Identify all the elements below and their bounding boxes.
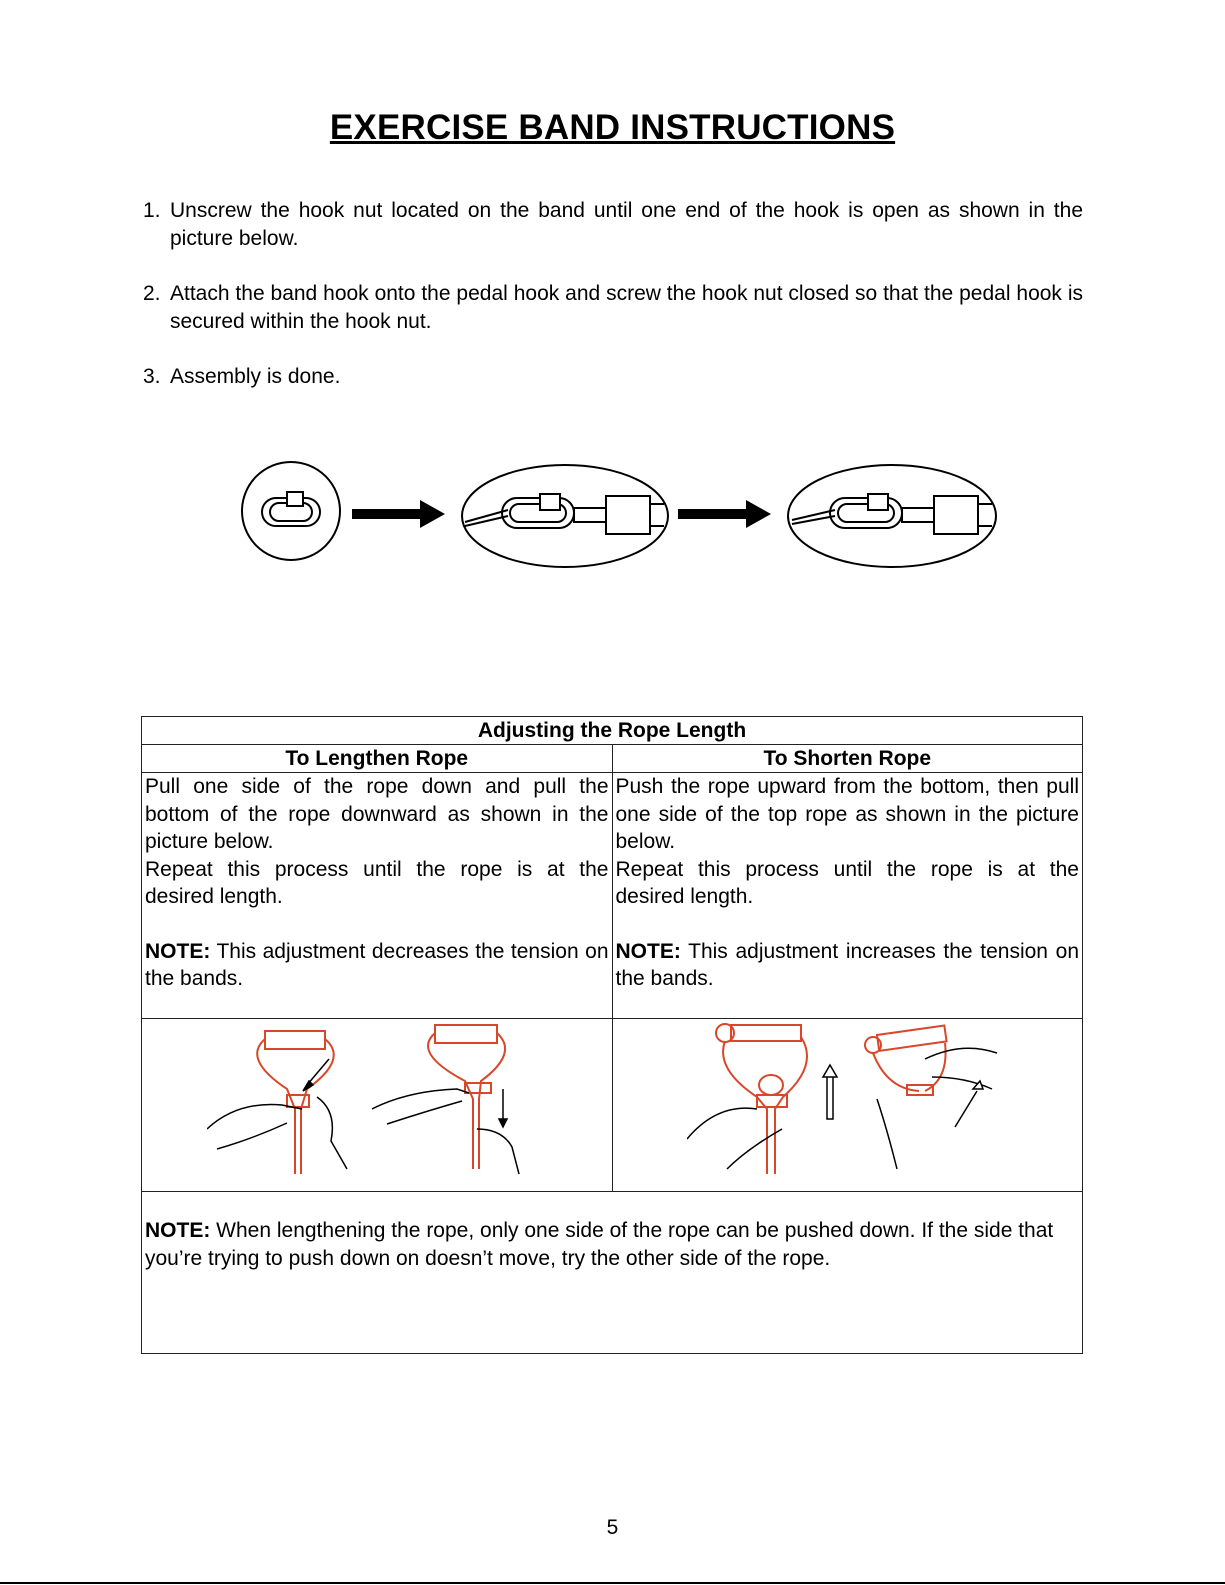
shorten-header: To Shorten Rope [612,745,1083,773]
note-text: This adjustment increases the tension on the bands. [615,939,1079,990]
lengthen-note [145,938,609,993]
footer-note-text: When lengthening the rope, only one side of the rope can be pushed down. If the side that you’re trying to push down on doesn’t move, try the other side of the rope. [145,1219,1054,1270]
lengthen-header: To Lengthen Rope [142,745,613,773]
note-label: NOTE: [145,939,211,963]
step-2 [143,280,1083,336]
table-heading: Adjusting the Rope Length [142,717,1083,745]
lengthen-text-2: Repeat this process until the rope is at the desired length. [145,857,609,908]
shorten-text-1: Push the rope upward from the bottom, then pull one side of the top rope as shown in the picture below. [615,775,1079,853]
step-text: Assembly is done. [170,365,341,388]
rope-length-table [141,716,1083,1354]
step-text: Unscrew the hook nut located on the band until one end of the hook is open as shown in the picture below. [170,199,1083,250]
arrow-right-icon [352,500,445,528]
note-label: NOTE: [615,939,681,963]
step-1 [143,197,1083,253]
page-number: 5 [606,1516,619,1539]
hook-assembly-diagram [240,460,1010,572]
lengthen-text-1: Pull one side of the rope down and pull the bottom of the rope downward as shown in the picture below. [145,775,609,853]
band-hook-icon [462,465,668,567]
lengthen-instructions [142,773,613,1019]
note-text: This adjustment decreases the tension on the bands. [145,939,609,990]
instruction-steps [143,197,1083,418]
rope-footer-note [142,1192,1083,1354]
arrow-right-icon [678,500,771,528]
lengthen-rope-illustration [207,1019,547,1179]
step-number: 3. [143,365,161,388]
shorten-rope-illustration [687,1019,1007,1179]
step-3 [143,363,1083,391]
step-text: Attach the band hook onto the pedal hook and screw the hook nut closed so that the pedal hook is secured within the hook nut. [170,282,1083,333]
open-hook-icon [242,462,340,560]
footer-note-label: NOTE: [145,1219,211,1242]
page-title: EXERCISE BAND INSTRUCTIONS [329,108,896,147]
step-number: 2. [143,282,161,305]
step-number: 1. [143,199,161,222]
shorten-instructions [612,773,1083,1019]
closed-hook-icon [788,465,996,567]
shorten-text-2: Repeat this process until the rope is at the desired length. [615,857,1079,908]
lengthen-illustration-cell [142,1019,613,1192]
page-bottom-rule [0,1582,1225,1584]
shorten-note [616,938,1080,993]
shorten-illustration-cell [612,1019,1083,1192]
